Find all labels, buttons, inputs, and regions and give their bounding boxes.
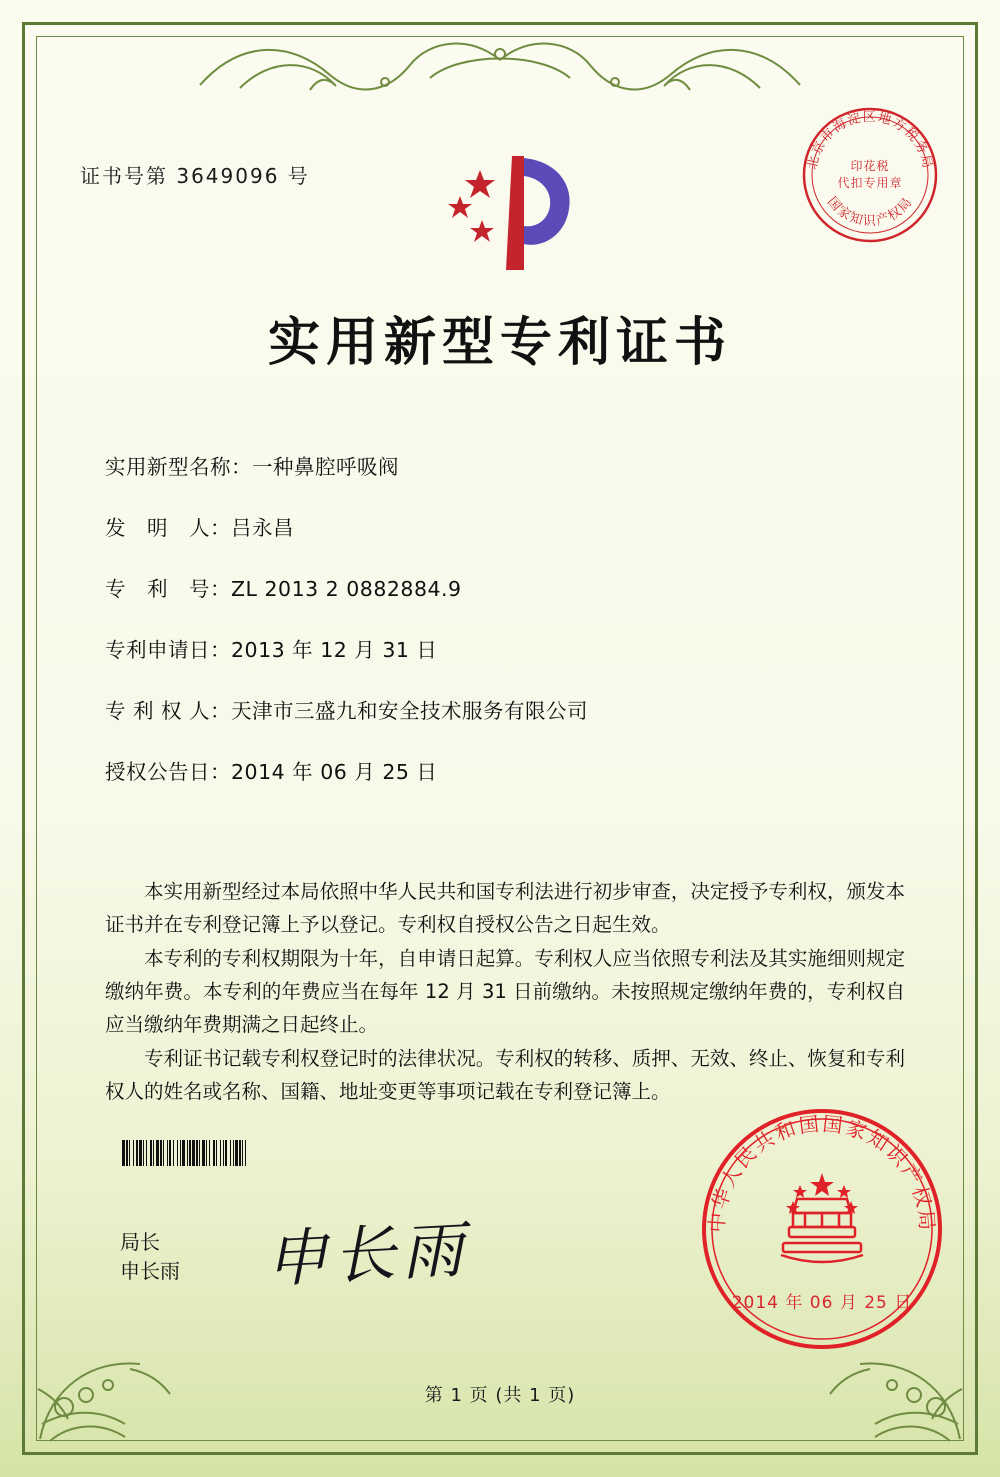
page-title: 实用新型专利证书	[267, 313, 732, 373]
field-list	[105, 450, 905, 816]
signature-role-label: 局长	[120, 1230, 160, 1254]
tax-seal-ring-bottom: 国家知识产权局	[823, 194, 917, 229]
tax-seal-center	[837, 158, 902, 192]
sipo-logo-icon	[420, 148, 590, 278]
field-row	[105, 572, 905, 602]
page-footer: 第 1 页 (共 1 页)	[424, 1385, 576, 1406]
body-text	[105, 875, 905, 1109]
body-paragraph: 本实用新型经过本局依照中华人民共和国专利法进行初步审查，决定授予专利权，颁发本证书并在专利登记簿上予以登记。专利权自授权公告之日起生效。	[105, 880, 905, 936]
certificate-number: 证书号第 3649096 号	[80, 164, 310, 188]
field-row	[105, 450, 905, 480]
field-row	[105, 633, 905, 663]
signature-block	[120, 1228, 180, 1286]
field-label: 专 利 号：	[105, 577, 231, 601]
national-emblem-icon	[767, 1169, 877, 1279]
tax-stamp-seal	[800, 105, 940, 245]
field-value: 吕永昌	[231, 516, 294, 540]
tax-seal-center-line1: 印花税	[850, 159, 890, 173]
field-row	[105, 755, 905, 785]
government-round-seal	[702, 1109, 942, 1349]
field-value: 天津市三盛九和安全技术服务有限公司	[231, 699, 589, 723]
signature-name-label: 申长雨	[120, 1259, 180, 1283]
body-paragraph: 本专利的专利权期限为十年，自申请日起算。专利权人应当依照专利法及其实施细则规定缴纳年费。本专利的年费应当在每年 12 月 31 日前缴纳。未按照规定缴纳年费的，专利权自应当缴纳年费期满之日起终止。	[105, 947, 905, 1036]
handwritten-signature: 申长雨	[263, 1212, 472, 1297]
field-value: 2013 年 12 月 31 日	[231, 638, 438, 662]
ornament-top-icon	[180, 30, 820, 100]
field-value: 2014 年 06 月 25 日	[231, 760, 438, 784]
tax-seal-ring-top: 北京市海淀区地方税务局	[805, 110, 935, 171]
field-label: 授权公告日：	[105, 760, 231, 784]
field-value: ZL 2013 2 0882884.9	[231, 577, 462, 601]
seal-date: 2014 年 06 月 25 日	[731, 1293, 913, 1313]
field-label: 发 明 人：	[105, 516, 231, 540]
field-value: 一种鼻腔呼吸阀	[252, 455, 399, 479]
field-label: 实用新型名称：	[105, 455, 252, 479]
field-label: 专利申请日：	[105, 638, 231, 662]
field-row	[105, 511, 905, 541]
gov-seal-ring-text: 中华人民共和国国家知识产权局	[704, 1111, 940, 1234]
barcode	[122, 1140, 422, 1166]
tax-seal-center-line2: 代扣专用章	[837, 176, 903, 190]
field-row	[105, 694, 905, 724]
field-label: 专 利 权 人：	[105, 699, 232, 723]
body-paragraph: 专利证书记载专利权登记时的法律状况。专利权的转移、质押、无效、终止、恢复和专利权人的姓名或名称、国籍、地址变更等事项记载在专利登记簿上。	[105, 1047, 905, 1103]
